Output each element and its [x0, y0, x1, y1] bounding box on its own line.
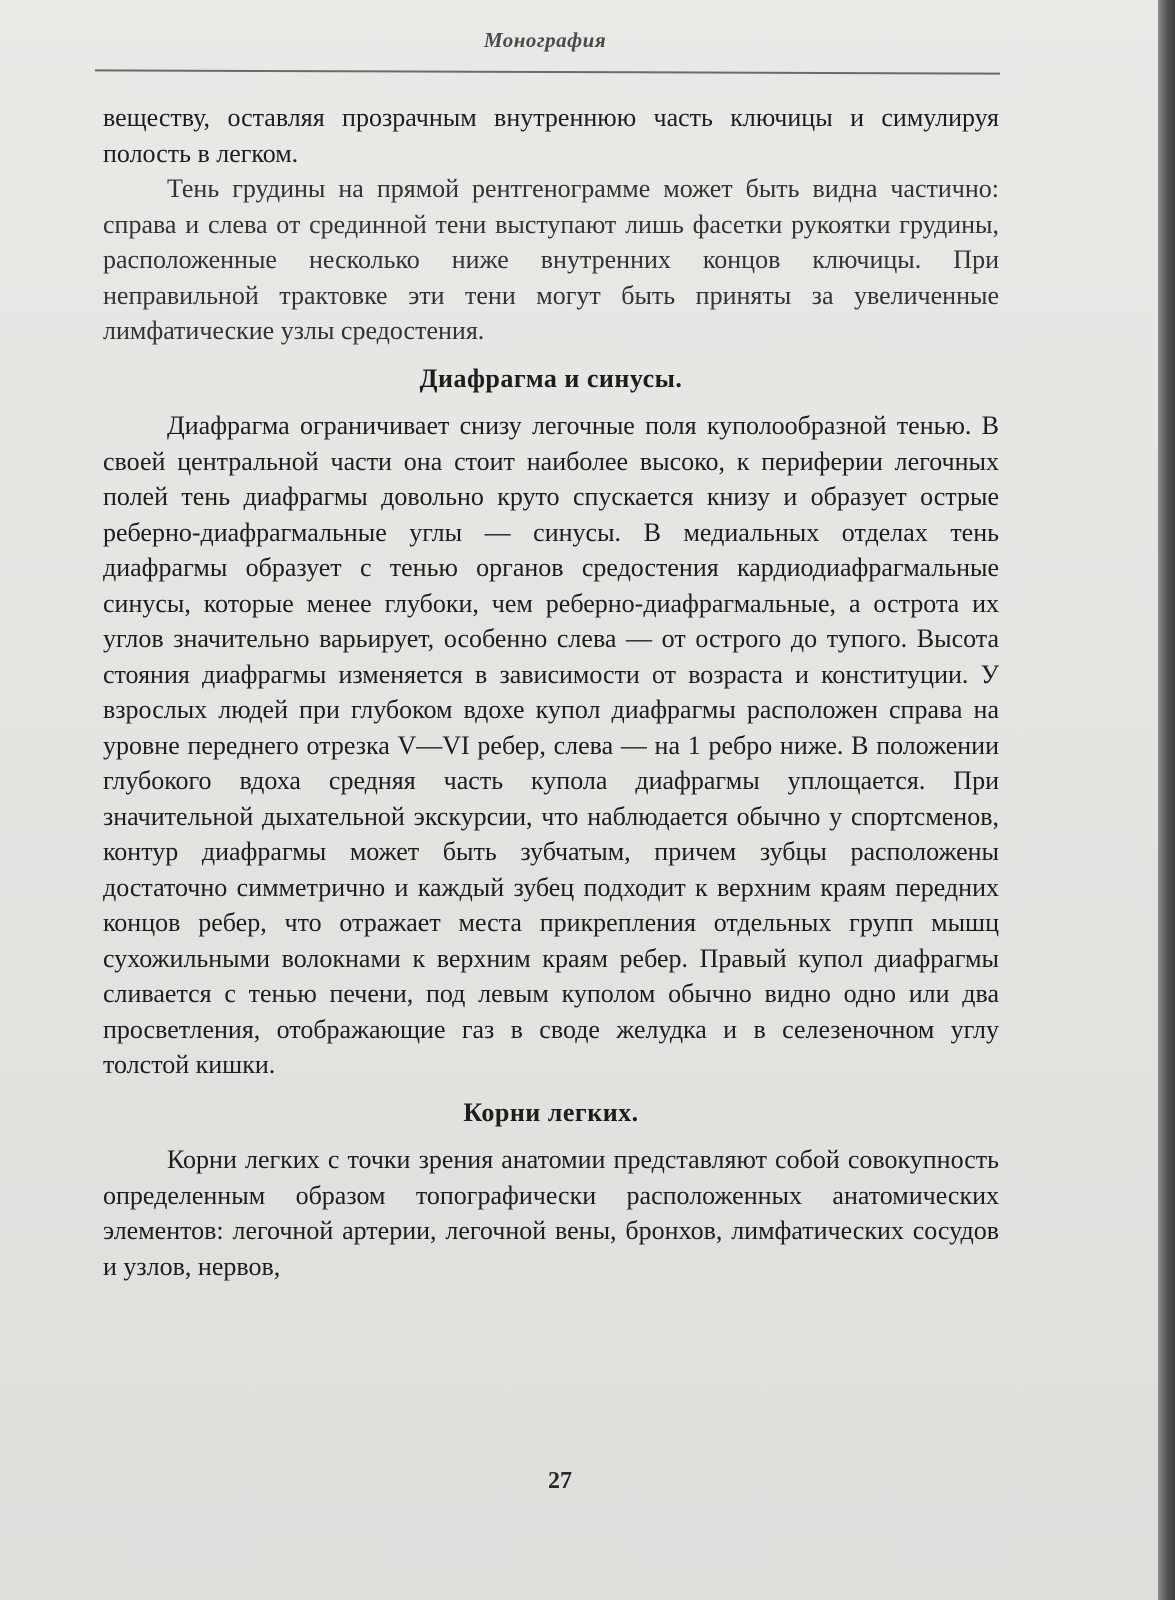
header-rule — [95, 69, 1000, 74]
running-title: Монография — [483, 28, 607, 52]
paragraph-lung-roots: Корни легких с точки зрения анатомии представляют собой совокупность определенным образом топографически расположенных анатомических элементов: легочной артерии, легочной вены, бронхов, лимфатических сосудов и узлов, нервов, — [103, 1145, 999, 1281]
paragraph-diaphragm: Диафрагма ограничивает снизу легочные поля куполообразной тенью. В своей центральной части она стоит наиболее высоко, к периферии легочных полей тень диафрагмы довольно круто спускается книзу и образует острые реберно-диафрагмальные углы — синусы. В медиальных отделах тень диафрагмы образует с тенью органов средостения кардиодиафрагмальные синусы, которые менее глубоки, чем реберно-диафрагмальные, а острота их углов значительно варьирует, особенно слева — от острого до тупого. Высота стояния диафрагмы изменяется в зависимости от возраста и конституции. У взрослых людей при глубоком вдохе купол диафрагмы расположен справа на уровне переднего отрезка V—VI ребер, слева — на 1 ребро ниже. В положении глубокого вдоха средняя часть купола диафрагмы уплощается. При значительной дыхательной экскурсии, что наблюдается обычно у спортсменов, контур диафрагмы может быть зубчатым, причем зубцы расположены достаточно симметрично и каждый зубец подходит к верхним краям передних концов ребер, что отражает места прикрепления отдельных групп мышц сухожильными волокнами к верхним краям ребер. Правый купол диафрагмы сливается с тенью печени, под левым куполом обычно видно одно или два просветления, отображающие газ в своде желудка и в селезеночном углу толстой кишки. — [103, 411, 999, 1079]
paragraph-sternum: Тень грудины на прямой рентгенограмме может быть видна частично: справа и слева от срединной тени выступают лишь фасетки рукоятки грудины, расположенные несколько ниже внутренних концов ключицы. При неправильной трактовке эти тени могут быть приняты за увеличенные лимфатические узлы средостения. — [103, 174, 999, 345]
paragraph-continued: веществу, оставляя прозрачным внутреннюю часть ключицы и симулируя полость в легком. — [103, 103, 999, 168]
page-number: 27 — [548, 1468, 572, 1494]
section-title-diaphragm: Диафрагма и синусы. — [419, 363, 683, 393]
scan-edge — [1158, 0, 1175, 1600]
section-title-lung-roots: Корни легких. — [463, 1097, 639, 1127]
page-body — [103, 100, 999, 1284]
